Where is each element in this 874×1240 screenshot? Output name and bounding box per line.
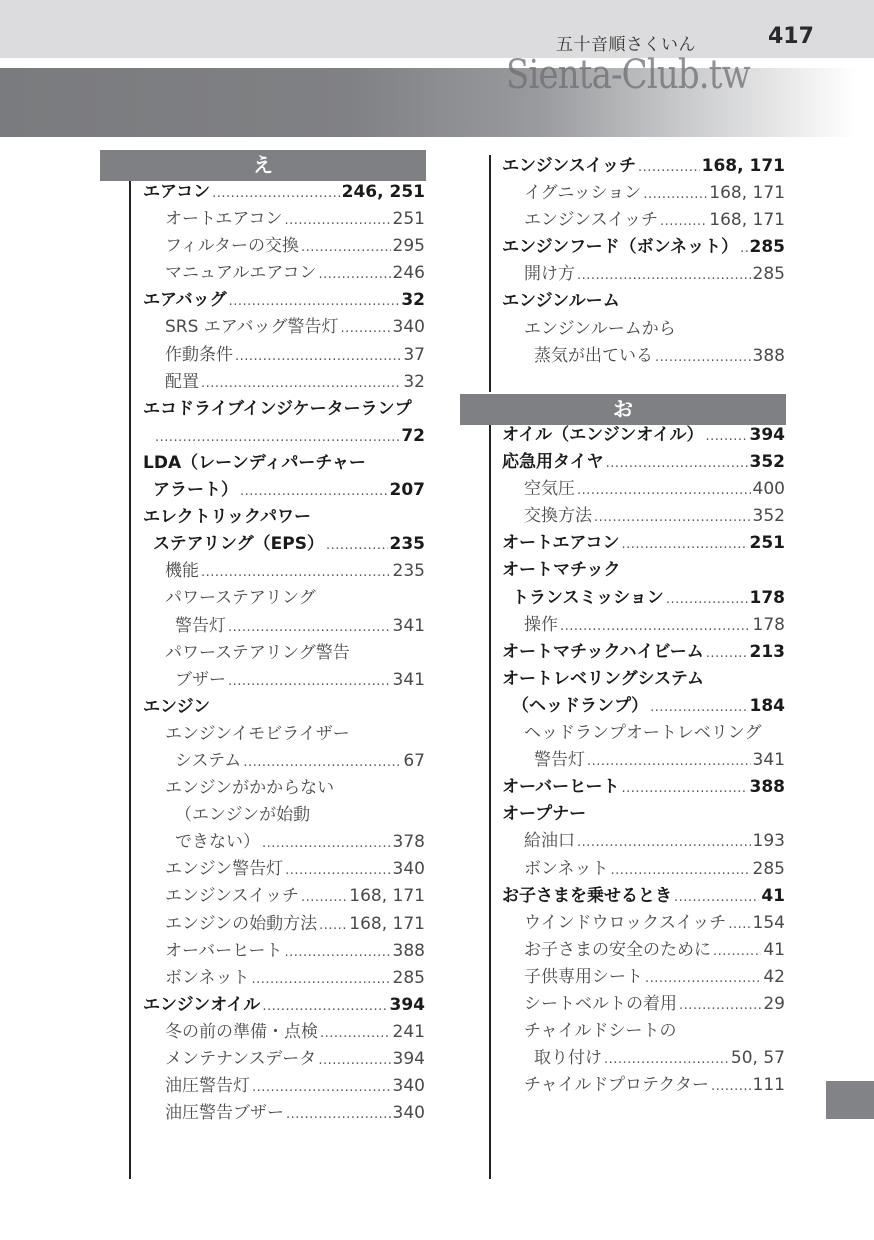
page-reference[interactable]: 341 (392, 615, 425, 636)
leader-dots (674, 883, 759, 901)
index-entry (143, 179, 425, 206)
index-entry (502, 747, 785, 774)
leader-dots (201, 369, 401, 387)
entry-label: エンジンがかからない (165, 778, 335, 799)
page-reference[interactable]: 394 (389, 994, 425, 1015)
leader-dots (252, 965, 391, 983)
index-entry (143, 314, 425, 341)
index-entry (143, 721, 425, 748)
page-reference[interactable]: 29 (763, 993, 785, 1014)
index-entry (143, 396, 425, 423)
leader-dots (320, 1019, 391, 1037)
entry-label: メンテナンスデータ (165, 1049, 317, 1069)
entry-label: 油圧警告灯 (165, 1076, 250, 1097)
index-entry (502, 343, 785, 370)
index-entry (502, 557, 785, 584)
leader-dots (301, 233, 391, 251)
leader-dots (645, 964, 761, 982)
index-entry (143, 911, 425, 938)
page-reference[interactable]: 388 (392, 940, 425, 961)
entry-label: お子さまの安全のために (524, 939, 711, 960)
page-reference[interactable]: 72 (401, 425, 425, 446)
index-entry (143, 883, 425, 910)
index-entry (502, 585, 785, 612)
entry-label: エンジンイモビライザー (165, 723, 350, 744)
entry-label: トランスミッション (512, 587, 664, 608)
index-entry (502, 612, 785, 639)
index-entry (143, 206, 425, 233)
page-reference[interactable]: 235 (392, 561, 425, 582)
page-reference[interactable]: 241 (392, 1021, 425, 1042)
entry-label: パワーステアリング (165, 588, 316, 609)
index-entry (143, 558, 425, 585)
leader-dots (318, 260, 390, 278)
page-reference[interactable]: 251 (392, 209, 425, 230)
leader-dots (606, 449, 748, 467)
leader-dots (326, 531, 388, 549)
index-entry (502, 991, 785, 1018)
page-reference[interactable]: 341 (392, 669, 425, 690)
entry-label: オートマチックハイビーム (502, 641, 704, 662)
index-entry (143, 965, 425, 992)
leader-dots (740, 234, 747, 252)
index-entry (502, 801, 785, 828)
entry-label: オートエアコン (502, 533, 620, 554)
leader-dots (728, 910, 750, 928)
leader-dots (577, 261, 751, 279)
entry-label: パワーステアリング警告 (165, 642, 350, 663)
index-entry (502, 153, 785, 180)
index-entry (502, 828, 785, 855)
entry-label: エアコン (143, 182, 211, 202)
entry-label: エンジン警告灯 (165, 859, 284, 880)
entry-label: 油圧警告ブザー (165, 1103, 284, 1124)
entry-label: 開け方 (524, 264, 575, 285)
leader-dots (621, 774, 747, 792)
entry-label: （ヘッドランプ） (512, 695, 649, 716)
index-entry (502, 693, 785, 720)
index-entry (143, 531, 425, 558)
entry-label: エンジンルーム (502, 291, 620, 312)
entry-label: エレクトリックパワー (143, 507, 311, 528)
leader-dots (706, 639, 748, 657)
entry-label: （エンジンが始動 (175, 805, 311, 826)
entry-label: エアバッグ (143, 290, 227, 311)
leader-dots (643, 180, 707, 198)
leader-dots (655, 343, 751, 361)
header-band (0, 0, 874, 58)
index-entry (143, 856, 425, 883)
leader-dots (243, 748, 401, 766)
page-reference[interactable]: 341 (752, 750, 785, 771)
entry-label: マニュアルエアコン (165, 263, 317, 284)
entry-label: お子さまを乗せるとき (502, 885, 672, 906)
index-entry (502, 910, 785, 937)
page-reference[interactable]: 246, 251 (341, 182, 425, 202)
page-number: 417 (768, 24, 814, 49)
page-reference[interactable]: 246 (392, 263, 425, 284)
index-entry (143, 667, 425, 694)
leader-dots (228, 667, 391, 685)
index-column-e (143, 179, 425, 1127)
leader-dots (252, 1073, 391, 1091)
page-reference[interactable]: 251 (749, 533, 785, 554)
index-entry (143, 775, 425, 802)
entry-label: 子供専用シート (524, 966, 643, 987)
page-reference[interactable]: 32 (403, 371, 425, 392)
page-reference[interactable]: 295 (392, 236, 425, 257)
leader-dots (285, 856, 390, 874)
page-reference[interactable]: 213 (749, 641, 785, 662)
entry-label: エンジンオイル (143, 994, 261, 1015)
entry-label: シートベルトの着用 (524, 993, 677, 1014)
page-reference[interactable]: 207 (389, 480, 425, 501)
index-entry (502, 316, 785, 343)
section-header-e: え (100, 150, 426, 181)
index-entry (143, 802, 425, 829)
page-reference[interactable]: 340 (392, 1103, 425, 1124)
index-entry (502, 856, 785, 883)
page-reference[interactable]: 67 (403, 750, 425, 771)
page-reference[interactable]: 178 (749, 587, 785, 608)
index-entry (502, 774, 785, 801)
leader-dots (229, 287, 400, 305)
page-reference[interactable]: 400 (752, 479, 785, 500)
index-title: 五十音順さくいん (556, 35, 696, 55)
index-entry (143, 342, 425, 369)
page-reference[interactable]: 184 (749, 695, 785, 716)
entry-label: 配置 (165, 371, 199, 392)
entry-label: オートエアコン (165, 209, 283, 230)
entry-label: 取り付け (534, 1048, 602, 1069)
page-reference[interactable]: 235 (389, 534, 425, 555)
leader-dots (318, 1046, 390, 1064)
leader-dots (286, 1100, 391, 1118)
watermark: Sienta-Club.tw (506, 52, 750, 98)
leader-dots (262, 992, 387, 1010)
index-entry (143, 694, 425, 721)
index-entry (502, 883, 785, 910)
page-reference[interactable]: 352 (752, 506, 785, 527)
index-entry (143, 1100, 425, 1127)
entry-label: 作動条件 (165, 344, 233, 365)
column-rule-left (129, 181, 131, 1179)
leader-dots (340, 314, 390, 332)
leader-dots (650, 693, 747, 711)
page-reference[interactable]: 340 (392, 1076, 425, 1097)
leader-dots (621, 530, 747, 548)
index-entry (502, 937, 785, 964)
leader-dots (611, 856, 751, 874)
entry-label: エコドライブインジケーターランプ (143, 398, 412, 419)
leader-dots (284, 938, 390, 956)
page-reference[interactable]: 388 (752, 345, 785, 366)
page-reference[interactable]: 168, 171 (709, 210, 785, 231)
page-reference[interactable]: 168, 171 (709, 183, 785, 204)
entry-label: 操作 (524, 614, 558, 635)
entry-label: ヘッドランプオートレベリング (524, 723, 762, 744)
index-entry (143, 450, 425, 477)
index-entry (143, 585, 425, 612)
leader-dots (228, 613, 391, 631)
page-reference[interactable]: 168, 171 (349, 886, 425, 907)
index-entry (143, 233, 425, 260)
index-entry (143, 287, 425, 314)
index-entry (143, 423, 425, 450)
entry-label: 警告灯 (175, 615, 226, 636)
index-column-e-continued (502, 153, 785, 370)
leader-dots (711, 1072, 751, 1090)
index-entry (143, 613, 425, 640)
page-reference[interactable]: 42 (763, 966, 785, 987)
entry-label: オーバーヒート (165, 940, 283, 961)
index-entry (143, 477, 425, 504)
index-entry (502, 422, 785, 449)
page-reference[interactable]: 285 (392, 967, 425, 988)
column-rule-right-top (489, 155, 491, 392)
thumb-index-tab[interactable] (826, 1081, 874, 1119)
leader-dots (560, 612, 751, 630)
index-entry (502, 261, 785, 288)
page-reference[interactable]: 32 (401, 290, 425, 311)
entry-label: 応急用タイヤ (502, 452, 604, 473)
page-reference[interactable]: 394 (749, 425, 785, 445)
entry-label: アラート） (153, 480, 238, 501)
entry-label: LDA（レーンディパーチャー (143, 452, 366, 473)
page-reference[interactable]: 340 (392, 859, 425, 880)
leader-dots (594, 503, 751, 521)
entry-label: エンジンルームから (524, 318, 676, 339)
index-entry (502, 964, 785, 991)
index-entry (143, 1019, 425, 1046)
entry-label: オープナー (502, 804, 587, 825)
index-entry (502, 639, 785, 666)
index-entry (502, 1072, 785, 1099)
leader-dots (587, 747, 751, 765)
entry-label: 給油口 (524, 831, 575, 852)
page-reference[interactable]: 352 (749, 452, 785, 473)
entry-label: ウインドウロックスイッチ (524, 912, 727, 933)
page-reference[interactable]: 37 (403, 344, 425, 365)
leader-dots (666, 585, 748, 603)
page-reference[interactable]: 193 (752, 831, 785, 852)
entry-label: オイル（エンジンオイル） (502, 425, 704, 445)
page-reference[interactable]: 178 (752, 614, 785, 635)
leader-dots (240, 477, 388, 495)
page-reference[interactable]: 154 (752, 912, 785, 933)
leader-dots (604, 1045, 729, 1063)
entry-label: 機能 (165, 561, 199, 582)
leader-dots (262, 829, 391, 847)
entry-label: ボンネット (524, 858, 609, 879)
entry-label: エンジンスイッチ (165, 886, 299, 907)
index-entry (143, 748, 425, 775)
page-reference[interactable]: 41 (761, 885, 785, 906)
leader-dots (679, 991, 761, 1009)
page-reference[interactable]: 378 (392, 832, 425, 853)
index-column-o (502, 422, 785, 1099)
page-reference[interactable]: 111 (752, 1075, 785, 1096)
leader-dots (319, 911, 347, 929)
index-entry (143, 640, 425, 667)
entry-label: イグニッション (524, 183, 642, 204)
entry-label: エンジンスイッチ (524, 210, 658, 231)
page-reference[interactable]: 50, 57 (730, 1048, 785, 1069)
entry-label: オートマチック (502, 560, 621, 581)
index-entry (502, 449, 785, 476)
entry-label: ステアリング（EPS） (153, 534, 324, 555)
entry-label: ブザー (175, 669, 226, 690)
leader-dots (155, 423, 399, 441)
entry-label: チャイルドシートの (524, 1021, 677, 1042)
index-entry (502, 1018, 785, 1045)
leader-dots (660, 207, 707, 225)
entry-label: チャイルドプロテクター (524, 1075, 709, 1096)
page-reference[interactable]: 285 (752, 264, 785, 285)
index-entry (143, 369, 425, 396)
entry-label: エンジンスイッチ (502, 156, 636, 176)
leader-dots (301, 883, 347, 901)
entry-label: できない） (175, 832, 260, 853)
leader-dots (577, 476, 751, 494)
index-entry (502, 1045, 785, 1072)
leader-dots (705, 422, 747, 440)
entry-label: システム (175, 750, 242, 771)
entry-label: エンジン (143, 696, 211, 717)
index-entry (502, 234, 785, 261)
index-entry (143, 938, 425, 965)
entry-label: 空気圧 (524, 479, 575, 500)
leader-dots (713, 937, 761, 955)
entry-label: 冬の前の準備・点検 (165, 1021, 318, 1042)
section-header-o: お (460, 394, 786, 425)
page-reference[interactable]: 394 (392, 1049, 425, 1069)
entry-label: エンジンの始動方法 (165, 913, 318, 934)
entry-label: 蒸気が出ている (534, 345, 653, 366)
page-reference[interactable]: 168, 171 (701, 156, 785, 176)
index-entry (143, 504, 425, 531)
page-reference[interactable]: 285 (749, 237, 785, 258)
entry-label: ボンネット (165, 967, 250, 988)
entry-label: エンジンフード（ボンネット） (502, 237, 739, 258)
index-entry (502, 666, 785, 693)
index-entry (143, 829, 425, 856)
leader-dots (201, 558, 391, 576)
index-entry (502, 476, 785, 503)
entry-label: オートレベリングシステム (502, 668, 704, 689)
index-entry (502, 530, 785, 557)
entry-label: フィルターの交換 (165, 236, 299, 257)
column-rule-right (489, 425, 491, 1179)
page-reference[interactable]: 41 (763, 939, 785, 960)
leader-dots (284, 206, 390, 224)
leader-dots (235, 342, 401, 360)
leader-dots (577, 828, 751, 846)
index-entry (143, 260, 425, 287)
entry-label: SRS エアバッグ警告灯 (165, 317, 339, 338)
page-reference[interactable]: 388 (749, 777, 785, 798)
index-entry (143, 1046, 425, 1073)
leader-dots (638, 153, 700, 171)
leader-dots (212, 179, 339, 197)
index-entry (502, 288, 785, 315)
index-entry (143, 992, 425, 1019)
index-entry (502, 180, 785, 207)
index-entry (502, 503, 785, 530)
page-reference[interactable]: 285 (752, 858, 785, 879)
page-reference[interactable]: 168, 171 (349, 913, 425, 934)
page-reference[interactable]: 340 (392, 317, 425, 338)
index-entry (143, 1073, 425, 1100)
entry-label: オーバーヒート (502, 777, 620, 798)
entry-label: 警告灯 (534, 750, 585, 771)
index-entry (502, 207, 785, 234)
index-entry (502, 720, 785, 747)
entry-label: 交換方法 (524, 506, 592, 527)
